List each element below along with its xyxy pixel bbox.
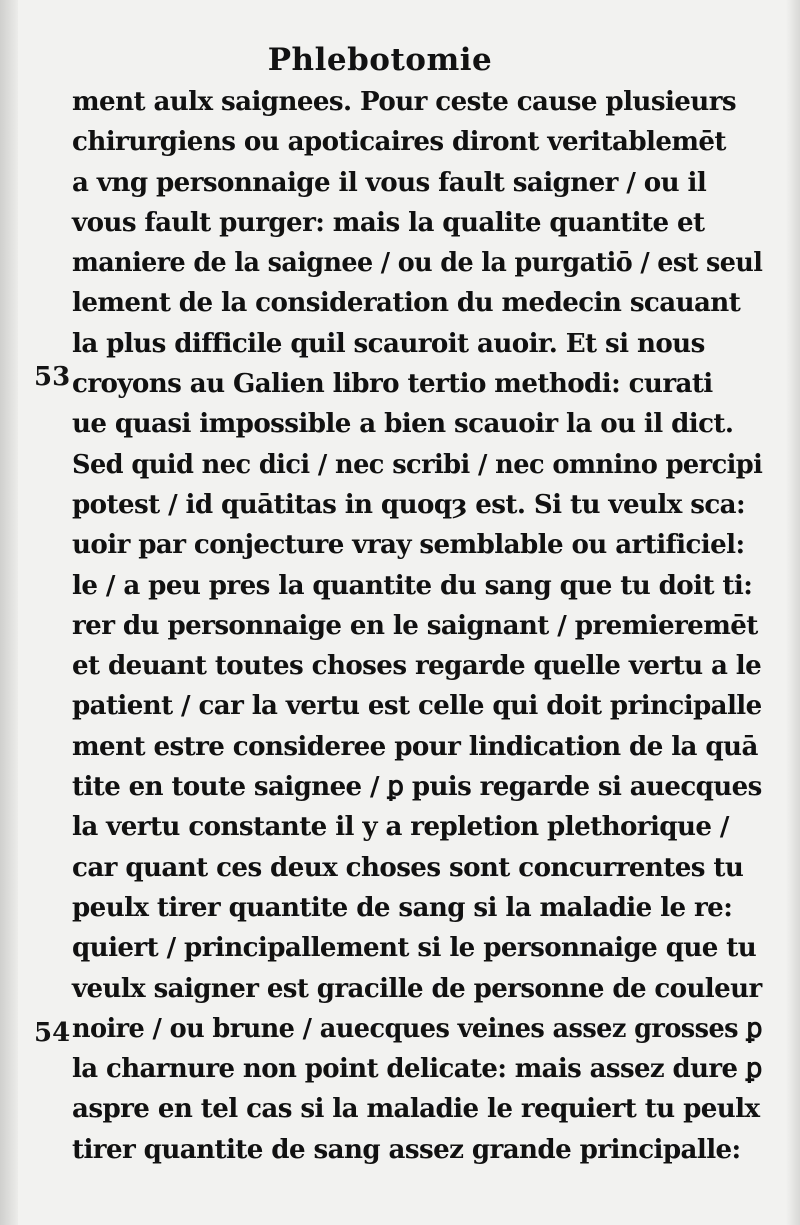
text-line: tirer quantite de sang assez grande principalle:: [72, 1133, 741, 1165]
text-line: uoir par conjecture vray semblable ou artificiel:: [72, 529, 745, 561]
text-line: ment estre consideree pour lindication de la quā: [72, 730, 758, 762]
margin-note-54: 54: [34, 1018, 71, 1048]
text-line: quiert / principallement si le personnaige que tu: [72, 932, 757, 964]
text-line: peulx tirer quantite de sang si la maladie le re:: [72, 891, 733, 923]
text-line: le / a peu pres la quantite du sang que tu doit ti:: [72, 569, 753, 601]
text-line: rer du personnaige en le saignant / premieremēt: [72, 609, 758, 641]
text-line: vous fault purger: mais la qualite quantite et: [72, 206, 705, 238]
body-text: [72, 82, 772, 1170]
text-line: chirurgiens ou apoticaires diront veritablemēt: [72, 126, 726, 158]
running-header: Phlebotomie: [267, 42, 493, 78]
text-line: aspre en tel cas si la maladie le requiert tu peulx: [72, 1093, 760, 1125]
text-line: et deuant toutes choses regarde quelle vertu a le: [72, 650, 762, 682]
text-line: ment aulx saignees. Pour ceste cause plusieurs: [72, 86, 737, 117]
text-line: la plus difficile quil scauroit auoir. Et si nous: [72, 327, 705, 359]
text-line: la charnure non point delicate: mais assez dure ꝑ: [72, 1053, 762, 1085]
margin-note-53: 53: [34, 362, 71, 392]
page-edge-shadow: [786, 0, 800, 1225]
page-gutter-shadow: [0, 0, 18, 1225]
text-line: la vertu constante il y a repletion plethorique /: [72, 811, 729, 843]
text-line: tite en toute saignee / ꝑ puis regarde si auecques: [72, 771, 762, 803]
text-line: ue quasi impossible a bien scauoir la ou il dict.: [72, 408, 734, 440]
text-line: patient / car la vertu est celle qui doit principalle: [72, 690, 762, 722]
text-line: veulx saigner est gracille de personne de couleur: [72, 972, 762, 1004]
text-line: car quant ces deux choses sont concurrentes tu: [72, 851, 744, 883]
text-line: potest / id quātitas in quoqȝ est. Si tu veulx sca:: [72, 488, 746, 520]
text-line: croyons au Galien libro tertio methodi: curati: [72, 368, 713, 400]
text-line: Sed quid nec dici / nec scribi / nec omnino percipi: [72, 448, 763, 480]
text-line: noire / ou brune / auecques veines assez grosses ꝑ: [72, 1012, 762, 1044]
text-line: a vng personnaige il vous fault saigner / ou il: [72, 166, 707, 198]
text-line: lement de la consideration du medecin scauant: [72, 287, 741, 319]
text-line: maniere de la saignee / ou de la purgatiō / est seul: [72, 247, 763, 279]
